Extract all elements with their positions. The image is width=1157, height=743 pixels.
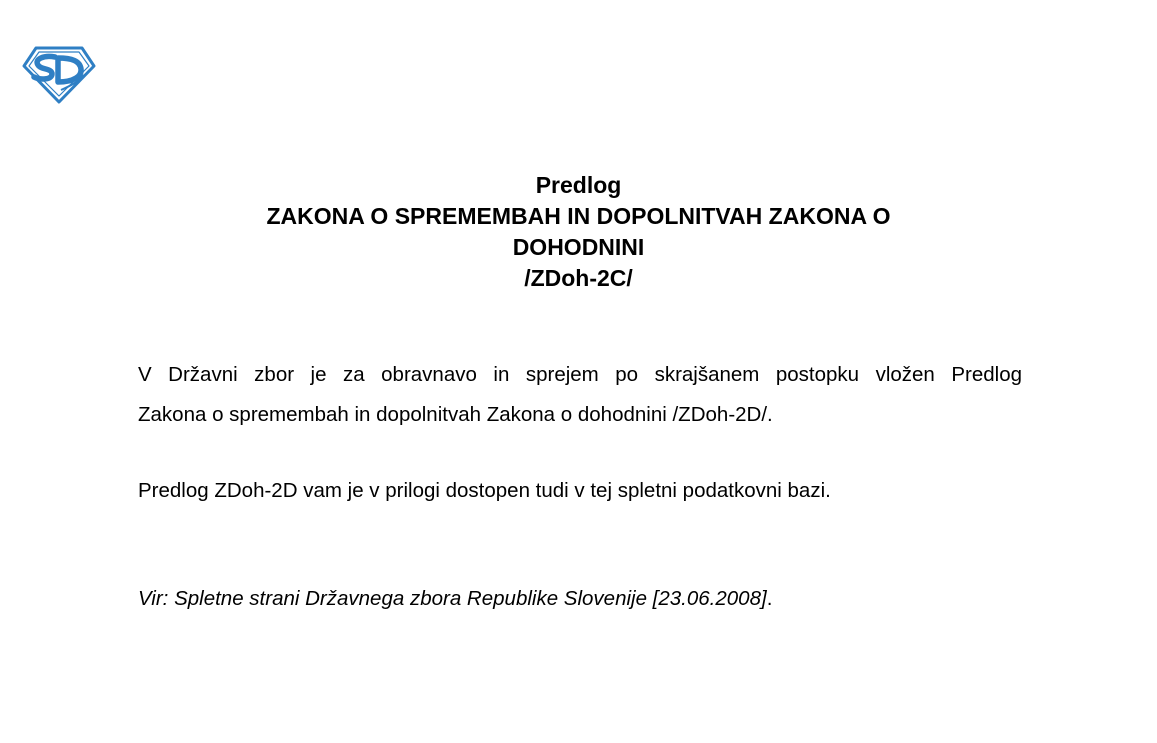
- title-law-name: ZAKONA O SPREMEMBAH IN DOPOLNITVAH ZAKONA O: [266, 203, 891, 229]
- title-predlog: Predlog: [535, 172, 622, 198]
- intro-line-1: V Državni zbor je za obravnavo in sprejem po skrajšanem postopku vložen Predlog: [138, 363, 1022, 386]
- sd-logo: [22, 46, 96, 104]
- document-title: [150, 170, 1007, 294]
- intro-paragraph: [138, 355, 1022, 435]
- title-law-code: /ZDoh-2C/: [524, 265, 633, 291]
- source-text: Vir: Spletne strani Državnega zbora Republike Slovenije [23.06.2008]: [138, 587, 767, 610]
- intro-line-2: Zakona o spremembah in dopolnitvah Zakona o dohodnini /ZDoh-2D/.: [138, 403, 773, 426]
- title-law-name-cont: DOHODNINI: [512, 234, 645, 260]
- source-note: [138, 584, 772, 614]
- availability-paragraph: Predlog ZDoh-2D vam je v prilogi dostopen tudi v tej spletni podatkovni bazi.: [138, 479, 831, 502]
- diamond-shield-icon: [22, 46, 96, 104]
- source-period: .: [766, 587, 773, 610]
